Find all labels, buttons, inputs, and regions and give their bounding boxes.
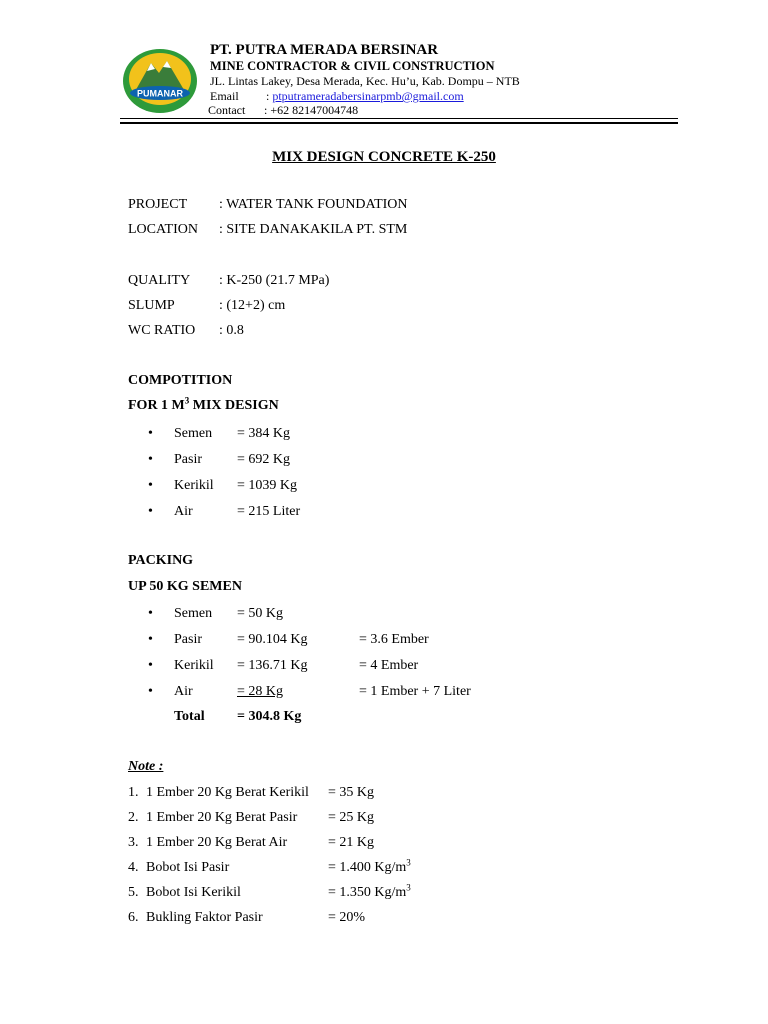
item-equivalent: = 4 Ember [359, 658, 419, 673]
item-name: Kerikil [174, 658, 214, 673]
subheading-text: FOR 1 M [128, 398, 185, 413]
note-item [0, 882, 768, 905]
info-quality [128, 273, 329, 289]
packing-item [0, 632, 768, 652]
company-logo [121, 47, 199, 115]
bullet-icon: • [148, 684, 153, 699]
item-value: = 90.104 Kg [237, 632, 308, 647]
note-item [0, 910, 768, 930]
note-value-sup: 3 [406, 882, 411, 893]
info-value: : WATER TANK FOUNDATION [219, 197, 408, 212]
note-number: 2. [128, 810, 139, 825]
email-link[interactable]: ptputrameradabersinarpmb@gmail.com [272, 89, 464, 103]
bullet-icon: • [148, 478, 153, 493]
note-item [0, 857, 768, 880]
item-value: = 692 Kg [237, 452, 291, 467]
composition-item [0, 478, 768, 498]
item-name: Pasir [174, 632, 202, 647]
info-value: : (12+2) cm [219, 298, 286, 313]
note-item [0, 785, 768, 805]
info-label: QUALITY [128, 273, 191, 288]
note-number: 4. [128, 860, 139, 875]
item-name: Air [174, 684, 193, 699]
bullet-icon: • [148, 632, 153, 647]
note-text: 1 Ember 20 Kg Berat Kerikil [146, 785, 309, 800]
note-value: = 21 Kg [328, 835, 375, 850]
logo-text: PUMANAR [137, 88, 183, 99]
company-name: PT. PUTRA MERADA BERSINAR [210, 42, 439, 58]
note-value: = 35 Kg [328, 785, 375, 800]
info-label: SLUMP [128, 298, 175, 313]
info-wc-ratio [128, 323, 244, 339]
note-item [0, 835, 768, 855]
subheading-sup: 3 [184, 395, 190, 406]
info-project [128, 197, 408, 213]
note-text: 1 Ember 20 Kg Berat Pasir [146, 810, 298, 825]
note-heading: Note : [128, 759, 164, 774]
info-value: : SITE DANAKAKILA PT. STM [219, 222, 408, 237]
contact-value: : +62 82147004748 [264, 103, 359, 117]
item-name: Kerikil [174, 478, 214, 493]
bullet-icon: • [148, 504, 153, 519]
bullet-icon: • [148, 606, 153, 621]
total-label: Total [174, 709, 205, 724]
info-location [128, 222, 407, 238]
info-slump [128, 298, 285, 314]
subheading-text-post: MIX DESIGN [189, 398, 279, 413]
email-colon: : [266, 89, 270, 103]
note-text: Bobot Isi Pasir [146, 860, 230, 875]
item-value: = 136.71 Kg [237, 658, 308, 673]
total-value: = 304.8 Kg [237, 709, 302, 724]
info-value: : K-250 (21.7 MPa) [219, 273, 330, 288]
item-name: Pasir [174, 452, 202, 467]
bullet-icon: • [148, 452, 153, 467]
note-value [328, 882, 411, 901]
header-rule-thick [120, 122, 678, 125]
info-value: : 0.8 [219, 323, 244, 338]
note-number: 6. [128, 910, 139, 925]
packing-total [0, 709, 768, 729]
packing-item [0, 658, 768, 678]
info-label: LOCATION [128, 222, 198, 237]
composition-item [0, 504, 768, 524]
item-value: = 215 Liter [237, 504, 301, 519]
packing-item [0, 684, 768, 704]
email-label: Email [210, 89, 239, 103]
item-name: Semen [174, 426, 213, 441]
item-value: = 384 Kg [237, 426, 291, 441]
document-title: MIX DESIGN CONCRETE K-250 [272, 149, 496, 165]
composition-item [0, 426, 768, 446]
note-value-text: = 1.400 Kg/m [328, 860, 407, 875]
packing-item [0, 606, 768, 626]
header-rule-thin [120, 118, 678, 119]
item-name: Air [174, 504, 193, 519]
company-subtitle: MINE CONTRACTOR & CIVIL CONSTRUCTION [210, 59, 495, 73]
item-value: = 28 Kg [237, 684, 284, 699]
note-value: = 25 Kg [328, 810, 375, 825]
company-address: JL. Lintas Lakey, Desa Merada, Kec. Hu’u, Kab. Dompu – NTB [210, 74, 520, 88]
note-text: Bukling Faktor Pasir [146, 910, 263, 925]
item-name: Semen [174, 606, 213, 621]
packing-heading: PACKING [128, 553, 194, 568]
item-value: = 1039 Kg [237, 478, 298, 493]
note-number: 1. [128, 785, 139, 800]
email-line [210, 89, 464, 104]
bullet-icon: • [148, 658, 153, 673]
note-text: 1 Ember 20 Kg Berat Air [146, 835, 288, 850]
bullet-icon: • [148, 426, 153, 441]
composition-item [0, 452, 768, 472]
note-value-text: = 1.350 Kg/m [328, 885, 407, 900]
contact-label: Contact [208, 103, 246, 117]
item-equivalent: = 1 Ember + 7 Liter [359, 684, 471, 699]
note-text: Bobot Isi Kerikil [146, 885, 241, 900]
item-equivalent: = 3.6 Ember [359, 632, 429, 647]
contact-line [208, 103, 358, 118]
info-label: WC RATIO [128, 323, 196, 338]
note-number: 5. [128, 885, 139, 900]
composition-heading: COMPOTITION [128, 373, 233, 388]
info-label: PROJECT [128, 197, 188, 212]
note-number: 3. [128, 835, 139, 850]
note-value-sup: 3 [406, 857, 411, 868]
item-value: = 50 Kg [237, 606, 284, 621]
note-item [0, 810, 768, 830]
note-value [328, 857, 411, 876]
note-value: = 20% [328, 910, 366, 925]
packing-subheading: UP 50 KG SEMEN [128, 579, 242, 594]
composition-subheading [128, 395, 279, 414]
